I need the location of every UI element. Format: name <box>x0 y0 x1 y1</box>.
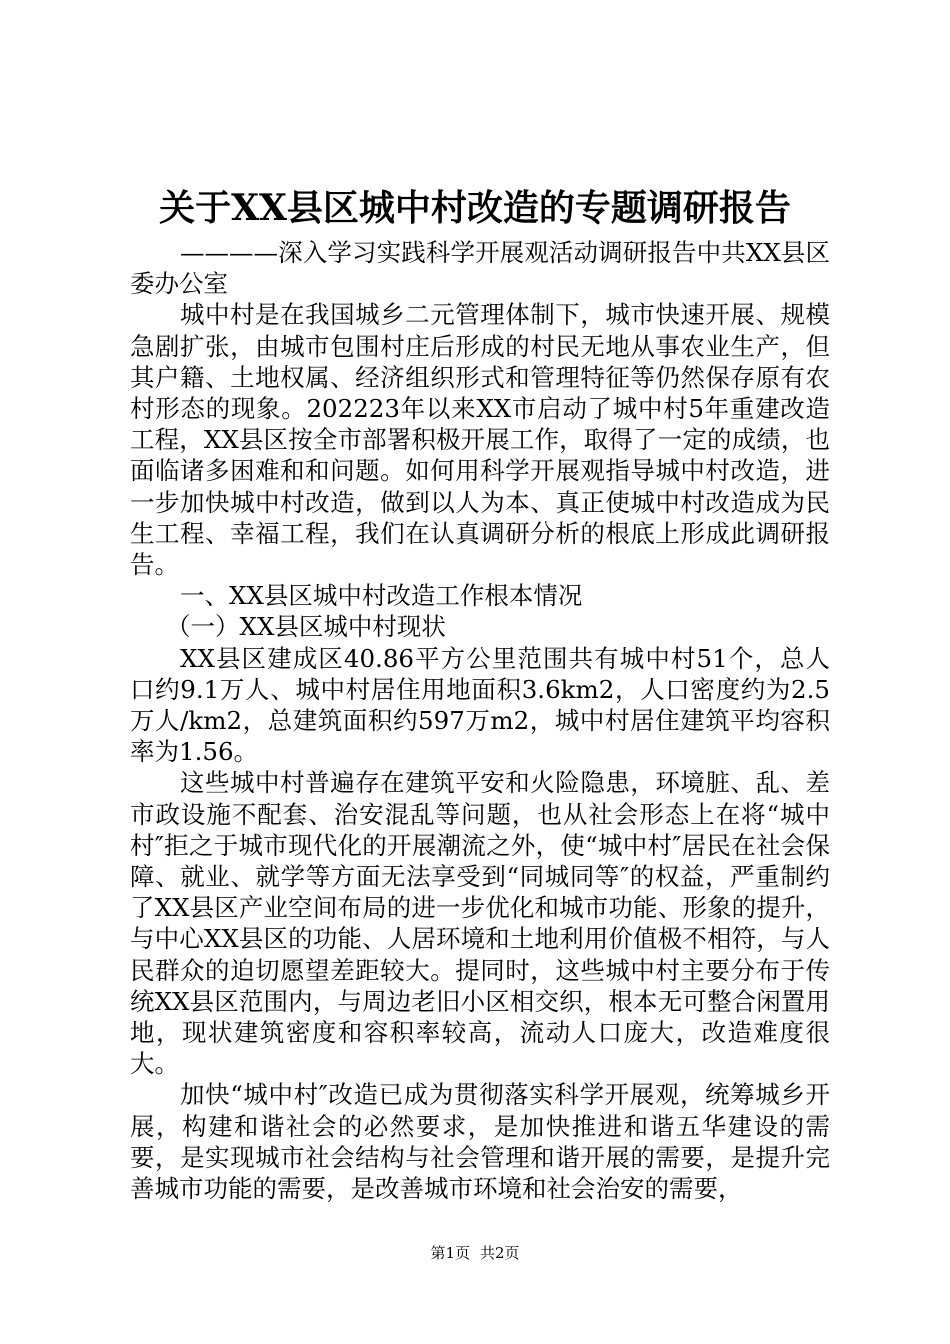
page-footer <box>0 1243 950 1263</box>
intro-paragraph: 城中村是在我国城乡二元管理体制下，城市快速开展、规模急剧扩张，由城市包围村庄后形成的村民无地从事农业生产，但其户籍、土地权属、经济组织形式和管理特征等仍然保存原有农村形态的现象。202223年以来XX市启动了城中村5年重建改造工程，XX县区按全市部署积极开展工作，取得了一定的成绩，也面临诸多困难和和问题。如何用科学开展观指导城中村改造，进一步加快城中村改造，做到以人为本、真正使城中村改造成为民生工程、幸福工程，我们在认真调研分析的根底上形成此调研报告。 <box>130 300 830 580</box>
section-heading: 一、XX县区城中村改造工作根本情况 <box>180 581 583 611</box>
body-paragraph: 这些城中村普遍存在建筑平安和火险隐患，环境脏、乱、差市政设施不配套、治安混乱等问题，也从社会形态上在将“城中村″拒之于城市现代化的开展潮流之外，使“城中村″居民在社会保障、就业、就学等方面无法享受到“同城同等″的权益，严重制约了XX县区产业空间布局的进一步优化和城市功能、形象的提升，与中心XX县区的功能、人居环境和土地利用价值极不相符，与人民群众的迫切愿望差距较大。提同时，这些城中村主要分布于传统XX县区范围内，与周边老旧小区相交织，根本无可整合闲置用地，现状建筑密度和容积率较高，流动人口庞大，改造难度很大。 <box>130 768 830 1079</box>
body-paragraph: 加快“城中村″改造已成为贯彻落实科学开展观，统筹城乡开展，构建和谐社会的必然要求，是加快推进和谐五华建设的需要，是实现城市社会结构与社会管理和谐开展的需要，是提升完善城市功能的需要，是改善城市环境和社会治安的需要， <box>130 1080 830 1204</box>
subsection-heading: （一）XX县区城中村现状 <box>166 612 446 642</box>
body-paragraph: XX县区建成区40.86平方公里范围共有城中村51个，总人口约9.1万人、城中村居住用地面积3.6km2，人口密度约为2.5万人/km2，总建筑面积约597万m2，城中村居住建筑平均容积率为1.56。 <box>130 643 830 767</box>
page-total: 共2页 <box>480 1244 520 1262</box>
page-number: 第1页 <box>430 1244 470 1262</box>
document-body <box>130 237 830 1204</box>
subtitle-paragraph: ————深入学习实践科学开展观活动调研报告中共XX县区委办公室 <box>130 238 830 299</box>
document-title: 关于XX县区城中村改造的专题调研报告 <box>159 187 791 229</box>
